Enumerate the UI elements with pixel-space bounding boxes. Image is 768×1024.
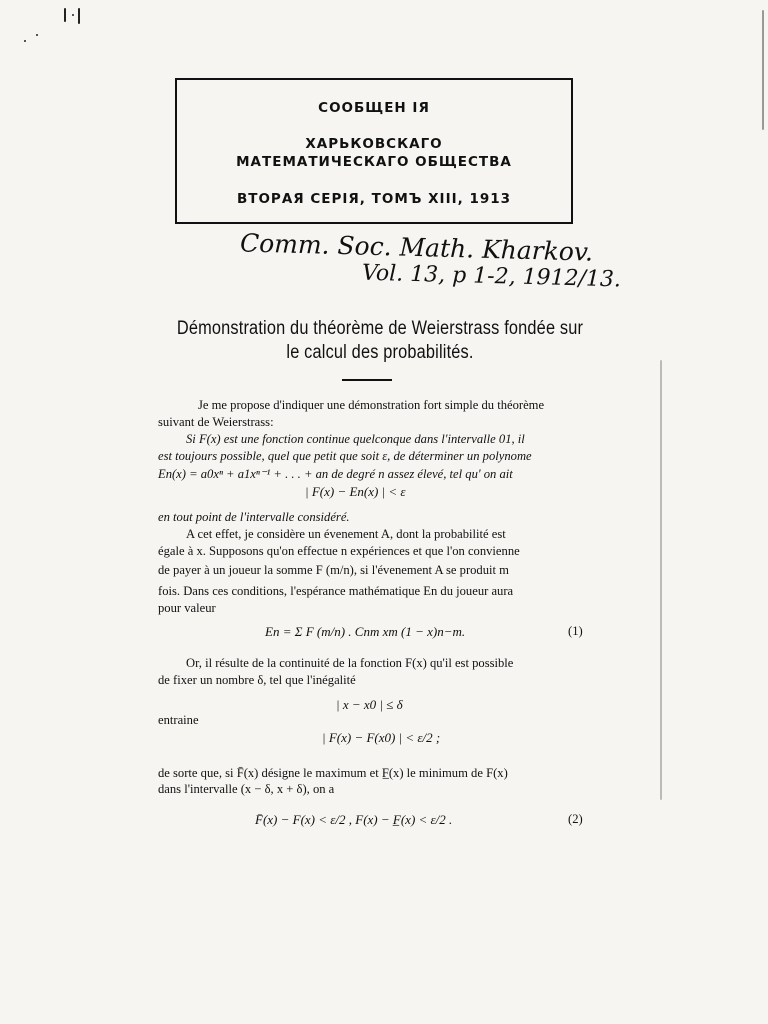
scan-speck: [24, 40, 26, 42]
theorem-line: En(x) = a0xⁿ + a1xⁿ⁻¹ + . . . + an de degré n assez élevé, tel qu' on ait: [158, 467, 513, 481]
paragraph-line: de payer à un joueur la somme F (m/n), si l'évenement A se produit m: [158, 563, 509, 577]
paragraph-line: égale à x. Supposons qu'on effectue n expériences et que l'on convienne: [158, 544, 520, 558]
inequality-c: | F(x) − F(x0) | < ε/2 ;: [322, 730, 441, 745]
scan-speck: [762, 10, 764, 130]
scan-speck: [660, 360, 662, 800]
journal-series-line: ВТОРАЯ СЕРІЯ, ТОМЪ XIII, 1913: [236, 191, 512, 207]
paragraph-line: A cet effet, je considère un évenement A, dont la probabilité est: [186, 527, 506, 541]
equation-2: F̄(x) − F(x) < ε/2 , F(x) − F̲(x) < ε/2 .: [255, 812, 453, 827]
paragraph-line: de sorte que, si F̄(x) désigne le maximum et F̲(x) le minimum de F(x): [158, 766, 508, 780]
paragraph-line: suivant de Weierstrass:: [158, 415, 274, 429]
article-title-line2: le calcul des probabilités.: [286, 342, 474, 363]
equation-2-number: (2): [568, 812, 583, 826]
theorem-line: est toujours possible, quel que petit que soit ε, de déterminer un polynome: [158, 449, 532, 463]
journal-name-line3: МАТЕМАТИЧЕСКАГО ОБЩЕСТВА: [236, 154, 512, 170]
scan-speck: [36, 34, 38, 36]
paragraph-line: Je me propose d'indiquer une démonstration fort simple du théorème: [198, 398, 545, 412]
handwritten-note-line2: Vol. 13, p 1-2, 1912/13.: [361, 260, 622, 293]
inequality-a: | F(x) − En(x) | < ε: [305, 484, 406, 499]
theorem-line: Si F(x) est une fonction continue quelconque dans l'intervalle 01, il: [186, 432, 525, 446]
title-divider: [342, 379, 392, 381]
paragraph-line: fois. Dans ces conditions, l'espérance mathématique En du joueur aura: [158, 584, 514, 598]
scan-speck: [72, 14, 74, 16]
inequality-b: | x − x0 | ≤ δ: [336, 697, 403, 712]
journal-name-line2: ХАРЬКОВСКАГО: [305, 136, 443, 152]
paragraph-line: Or, il résulte de la continuité de la fonction F(x) qu'il est possible: [186, 656, 514, 670]
handwritten-note-line1: Comm. Soc. Math. Kharkov.: [239, 228, 594, 267]
paragraph-line: entraine: [158, 713, 199, 727]
paragraph-line: pour valeur: [158, 601, 216, 615]
theorem-line: en tout point de l'intervalle considéré.: [158, 510, 350, 524]
journal-header-box: [175, 78, 573, 224]
equation-1-number: (1): [568, 624, 583, 638]
equation-1: En = Σ F (m/n) . Cnm xm (1 − x)n−m.: [265, 624, 466, 639]
scan-speck: [78, 8, 80, 24]
paragraph-line: dans l'intervalle (x − δ, x + δ), on a: [158, 782, 335, 796]
journal-name-line1: СООБЩЕН ІЯ: [318, 100, 430, 116]
paragraph-line: de fixer un nombre δ, tel que l'inégalité: [158, 673, 356, 687]
article-title-line1: Démonstration du théorème de Weierstrass fondée sur: [176, 318, 584, 339]
scan-speck: [64, 8, 66, 22]
